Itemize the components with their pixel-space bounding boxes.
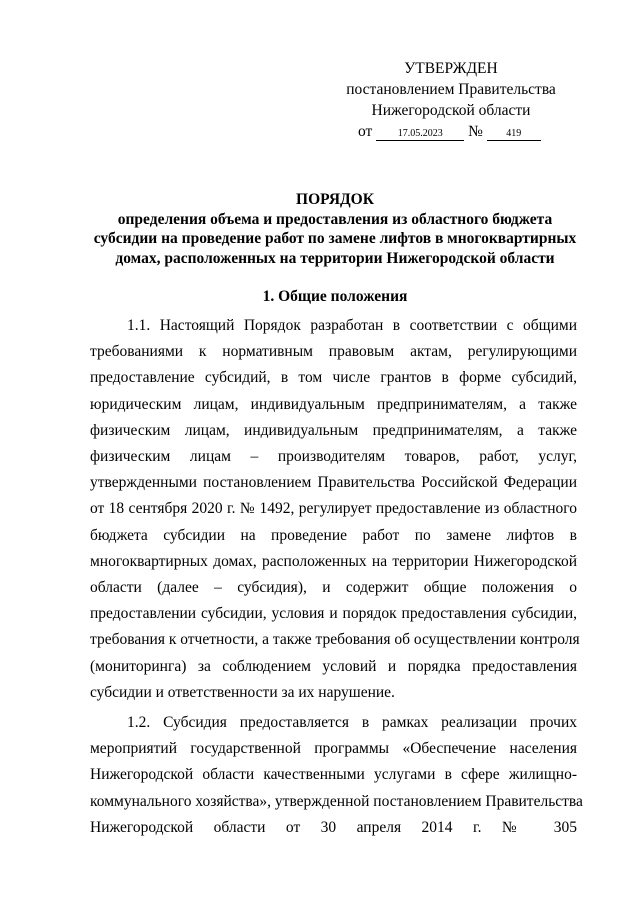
- text-line: физическим лицам – производителям товаров, работ, услуг,: [90, 448, 577, 466]
- title-heading: ПОРЯДОК: [296, 191, 374, 208]
- text-line: коммунального хозяйства», утвержденной постановлением Правительства: [90, 792, 583, 810]
- text-line: физическим лицам, индивидуальным предпринимателям, а также: [90, 421, 577, 439]
- text-line: от 18 сентября 2020 г. № 1492, регулирует предоставление из областного: [90, 500, 577, 518]
- text-line: предоставлении субсидии, условия и порядок предоставления субсидии,: [90, 605, 577, 623]
- text-line: многоквартирных домах, расположенных на территории Нижегородской: [90, 552, 577, 570]
- title-line-2: субсидии на проведение работ по замене лифтов в многоквартирных: [93, 230, 577, 247]
- text-line: 1.2. Субсидия предоставляется в рамках реализации прочих: [127, 714, 577, 732]
- approval-decree: постановлением Правительства: [346, 81, 556, 98]
- decree-date: 17.05.2023: [376, 128, 464, 141]
- text-line: бюджета субсидии на проведение работ по замене лифтов в: [90, 526, 577, 544]
- text-line: 1.1. Настоящий Порядок разработан в соответствии с общими: [127, 317, 577, 334]
- approval-title: УТВЕРЖДЕН: [404, 60, 498, 77]
- paragraph-1-1: [90, 313, 580, 706]
- text-line: области (далее – субсидия), и содержит общие положения о: [90, 579, 577, 597]
- text-line: мероприятий государственной программы «Обеспечение населения: [90, 740, 577, 758]
- approval-region: Нижегородской области: [371, 102, 531, 119]
- document-body: [90, 313, 583, 845]
- approval-date-number: [336, 121, 566, 142]
- text-line: требования к отчетности, а также требования об осуществлении контроля: [90, 631, 580, 649]
- text-line: юридическим лицам, индивидуальным предпринимателям, а также: [90, 395, 577, 413]
- text-line: утвержденными постановлением Правительства Российской Федерации: [90, 474, 577, 492]
- number-label: №: [468, 123, 483, 140]
- approval-stamp: [336, 58, 566, 142]
- text-line: (мониторинга) за соблюдением условий и порядка предоставления: [90, 657, 577, 675]
- title-line-3: домах, расположенных на территории Нижегородской области: [115, 249, 555, 267]
- text-line: Нижегородской области качественными услугами в сфере жилищно-: [90, 766, 577, 784]
- from-label: от: [358, 123, 373, 140]
- text-line: предоставление субсидий, в том числе грантов в форме субсидий,: [90, 369, 577, 387]
- paragraph-1-2: [90, 710, 583, 841]
- text-line: требованиями к нормативным правовым актам, регулирующими: [90, 343, 577, 361]
- title-line-1: определения объема и предоставления из областного бюджета: [117, 210, 553, 228]
- section-heading: 1. Общие положения: [262, 288, 408, 305]
- document-title: [90, 190, 580, 268]
- text-line: Нижегородской области от 30 апреля 2014 г. № 305: [90, 818, 577, 836]
- text-line: субсидии и ответственности за их нарушение.: [90, 683, 395, 701]
- decree-number: 419: [487, 128, 541, 141]
